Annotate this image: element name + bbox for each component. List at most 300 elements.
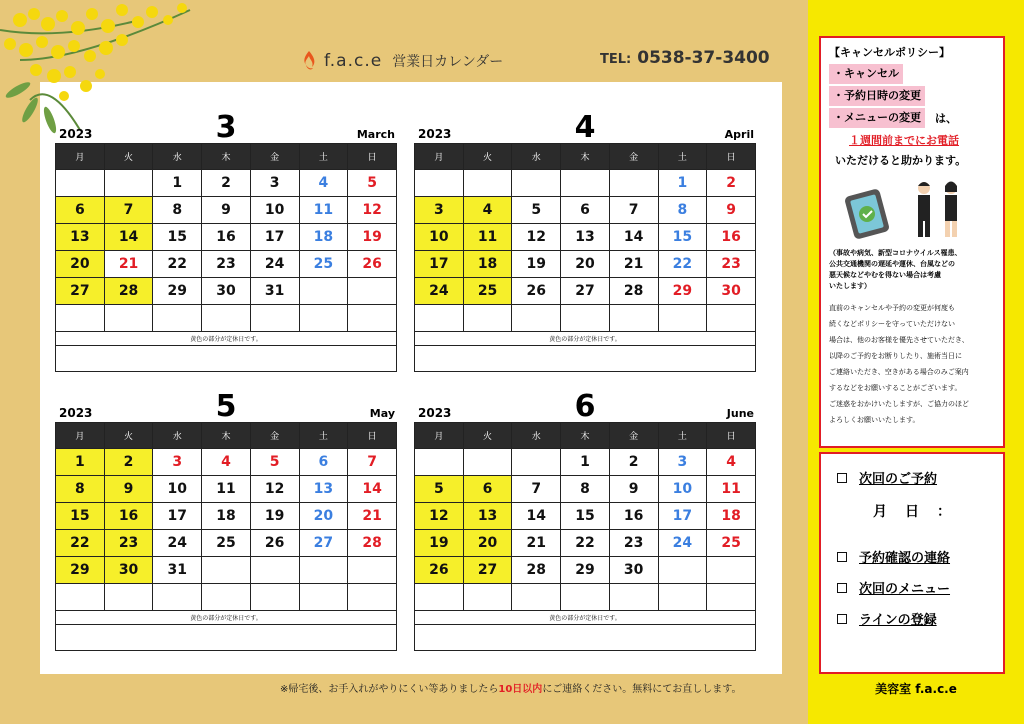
- footnote-highlight: 10日以内: [498, 684, 543, 695]
- weekday-header-row: [415, 144, 756, 170]
- policy-title: 【キャンセルポリシー】: [829, 46, 950, 59]
- closed-day-note: 黄色の部分が定休日です。: [415, 611, 756, 625]
- day-cell: [415, 584, 464, 611]
- day-cell: 29: [658, 278, 707, 305]
- day-cell: [512, 170, 561, 197]
- day-cell: 28: [609, 278, 658, 305]
- day-cell: 22: [658, 251, 707, 278]
- memo-row: [415, 625, 756, 651]
- week-row: [415, 278, 756, 305]
- day-cell: 13: [299, 476, 348, 503]
- day-cell: 15: [658, 224, 707, 251]
- day-cell: 13: [561, 224, 610, 251]
- day-cell: 19: [250, 503, 299, 530]
- month-name: June: [726, 407, 754, 420]
- month-header: [55, 110, 397, 145]
- day-cell: 9: [202, 197, 251, 224]
- day-cell: 26: [250, 530, 299, 557]
- next-reservation-row: [837, 468, 987, 487]
- day-cell-closed: 27: [56, 278, 105, 305]
- line-register-label: ラインの登録: [859, 613, 937, 628]
- next-menu-checkbox[interactable]: [837, 583, 847, 593]
- weekday-header: 木: [202, 423, 251, 449]
- policy-deadline: １週間前までにお電話: [849, 134, 959, 147]
- day-cell: [415, 305, 464, 332]
- policy-body-line: 場合は、他のお客様を優先させていただき、: [829, 336, 969, 344]
- weekday-header: 火: [104, 144, 153, 170]
- day-cell: 22: [561, 530, 610, 557]
- day-cell: 24: [153, 530, 202, 557]
- day-cell: 29: [561, 557, 610, 584]
- brand-name: f.a.c.e: [324, 51, 383, 71]
- day-cell: 7: [348, 449, 397, 476]
- day-cell: 2: [609, 449, 658, 476]
- day-cell: 3: [153, 449, 202, 476]
- weekday-header: 日: [707, 423, 756, 449]
- week-row: [56, 170, 397, 197]
- day-cell: [512, 305, 561, 332]
- day-cell: 9: [707, 197, 756, 224]
- month-year: 2023: [418, 406, 452, 420]
- calendar-grid: [55, 143, 397, 372]
- day-cell: 12: [512, 224, 561, 251]
- day-cell: 11: [707, 476, 756, 503]
- day-cell: 3: [250, 170, 299, 197]
- exception-line: いたします）: [829, 282, 871, 290]
- weekday-header: 火: [463, 423, 512, 449]
- day-cell-closed: 27: [463, 557, 512, 584]
- day-cell: 1: [561, 449, 610, 476]
- day-cell: 19: [512, 251, 561, 278]
- week-row: [56, 557, 397, 584]
- month-year: 2023: [59, 406, 93, 420]
- day-cell: 27: [299, 530, 348, 557]
- day-cell: 16: [609, 503, 658, 530]
- memo-row: [415, 346, 756, 372]
- day-cell-closed: 19: [415, 530, 464, 557]
- week-row: [56, 251, 397, 278]
- month-year: 2023: [59, 127, 93, 141]
- day-cell: [202, 557, 251, 584]
- weekday-header: 土: [658, 423, 707, 449]
- confirm-contact-row: [837, 547, 987, 566]
- day-cell: 21: [512, 530, 561, 557]
- day-cell: 25: [299, 251, 348, 278]
- policy-particle: は、: [935, 112, 957, 125]
- day-cell: 14: [512, 503, 561, 530]
- day-cell: 2: [707, 170, 756, 197]
- cancel-policy-panel: [819, 36, 1005, 448]
- day-cell: [153, 584, 202, 611]
- aftercare-footnote: [280, 680, 742, 695]
- phone-number: [600, 48, 770, 68]
- month-year: 2023: [418, 127, 452, 141]
- phone-value: 0538-37-3400: [637, 48, 770, 68]
- memo-row: [56, 346, 397, 372]
- day-cell: [299, 584, 348, 611]
- week-row: [56, 305, 397, 332]
- day-cell: 10: [658, 476, 707, 503]
- week-row: [415, 557, 756, 584]
- day-cell: 18: [707, 503, 756, 530]
- day-cell: 12: [250, 476, 299, 503]
- week-row: [56, 584, 397, 611]
- weekday-header: 金: [609, 423, 658, 449]
- day-cell: [463, 305, 512, 332]
- policy-body: [829, 300, 995, 428]
- day-cell: [463, 449, 512, 476]
- day-cell: 8: [658, 197, 707, 224]
- day-cell: 14: [348, 476, 397, 503]
- day-cell-closed: 7: [104, 197, 153, 224]
- day-cell: [658, 557, 707, 584]
- weekday-header: 土: [299, 144, 348, 170]
- day-cell: 29: [153, 278, 202, 305]
- day-cell: 30: [707, 278, 756, 305]
- week-row: [56, 530, 397, 557]
- calendar-grid: [55, 422, 397, 651]
- line-register-row: [837, 609, 987, 628]
- day-cell: [153, 305, 202, 332]
- policy-body-line: ご連絡いただき、空きがある場合のみご案内: [829, 368, 969, 376]
- memo-row: [56, 625, 397, 651]
- week-row: [56, 476, 397, 503]
- day-cell: 10: [250, 197, 299, 224]
- day-cell: 6: [561, 197, 610, 224]
- day-cell: [512, 584, 561, 611]
- reservation-date-field: 月 日 ：: [873, 504, 953, 520]
- day-cell: 27: [561, 278, 610, 305]
- month-calendar-june: [414, 389, 756, 651]
- next-menu-label: 次回のメニュー: [859, 582, 951, 597]
- weekday-header: 日: [348, 144, 397, 170]
- weekday-header: 金: [609, 144, 658, 170]
- month-header: [55, 389, 397, 424]
- weekday-header: 月: [56, 423, 105, 449]
- week-row: [415, 170, 756, 197]
- day-cell: 21: [104, 251, 153, 278]
- day-cell: 4: [299, 170, 348, 197]
- day-cell: 19: [348, 224, 397, 251]
- day-cell: [299, 557, 348, 584]
- day-cell: 20: [299, 503, 348, 530]
- day-cell: 18: [299, 224, 348, 251]
- day-cell: 26: [348, 251, 397, 278]
- day-cell-closed: 17: [415, 251, 464, 278]
- day-cell: [56, 584, 105, 611]
- day-cell-closed: 20: [56, 251, 105, 278]
- day-cell: [561, 170, 610, 197]
- day-cell: [609, 170, 658, 197]
- day-cell: 25: [202, 530, 251, 557]
- day-cell-closed: 23: [104, 530, 153, 557]
- day-cell-closed: 6: [56, 197, 105, 224]
- day-cell: [299, 278, 348, 305]
- month-calendar-may: [55, 389, 397, 651]
- day-cell-closed: 16: [104, 503, 153, 530]
- day-cell-closed: 12: [415, 503, 464, 530]
- flame-logo-icon: [300, 50, 318, 72]
- day-cell: [56, 305, 105, 332]
- weekday-header: 金: [250, 144, 299, 170]
- day-cell: 5: [512, 197, 561, 224]
- day-cell: [561, 305, 610, 332]
- calendar-header: [300, 46, 503, 76]
- day-cell: 6: [299, 449, 348, 476]
- phone-bowing-staff-icon: [829, 178, 999, 244]
- weekday-header: 木: [202, 144, 251, 170]
- month-name: April: [724, 128, 754, 141]
- exception-line: （事故や病気、新型コロナウイルス罹患、: [829, 249, 962, 257]
- month-calendar-april: [414, 110, 756, 372]
- weekday-header: 月: [56, 144, 105, 170]
- day-cell: 21: [348, 503, 397, 530]
- week-row: [415, 584, 756, 611]
- day-cell-closed: 15: [56, 503, 105, 530]
- weekday-header: 月: [415, 144, 464, 170]
- day-cell: [707, 557, 756, 584]
- day-cell-closed: 30: [104, 557, 153, 584]
- day-cell-closed: 28: [104, 278, 153, 305]
- exception-line: 悪天候などやむを得ない場合は考慮: [829, 271, 941, 279]
- day-cell: 31: [153, 557, 202, 584]
- weekday-header: 水: [512, 423, 561, 449]
- week-row: [415, 251, 756, 278]
- policy-request: いただけると助かります。: [835, 154, 967, 167]
- day-cell: 23: [707, 251, 756, 278]
- closed-day-note: 黄色の部分が定休日です。: [56, 611, 397, 625]
- week-row: [415, 197, 756, 224]
- day-cell: 20: [561, 251, 610, 278]
- week-row: [56, 503, 397, 530]
- day-cell: [250, 584, 299, 611]
- next-reservation-panel: [819, 452, 1005, 674]
- day-cell: [348, 305, 397, 332]
- day-cell: 8: [561, 476, 610, 503]
- day-cell: [415, 170, 464, 197]
- week-row: [56, 278, 397, 305]
- day-cell: 28: [512, 557, 561, 584]
- weekday-header: 月: [415, 423, 464, 449]
- policy-body-line: するなどをお願いすることがございます。: [829, 384, 962, 392]
- confirm-contact-label: 予約確認の連絡: [859, 551, 951, 566]
- policy-body-line: よろしくお願いいたします。: [829, 416, 920, 424]
- day-cell-closed: 10: [415, 224, 464, 251]
- exception-line: 公共交通機関の遅延や運休、台風などの: [829, 260, 955, 268]
- day-cell: 23: [202, 251, 251, 278]
- weekday-header: 日: [707, 144, 756, 170]
- weekday-header: 火: [463, 144, 512, 170]
- policy-body-line: 直前のキャンセルや予約の変更が何度も: [829, 304, 955, 312]
- month-header: [414, 389, 756, 424]
- month-number: 5: [215, 389, 237, 424]
- month-header: [414, 110, 756, 145]
- day-cell: [463, 584, 512, 611]
- day-cell: 21: [609, 251, 658, 278]
- weekday-header: 土: [299, 423, 348, 449]
- day-cell: 30: [609, 557, 658, 584]
- day-cell: 30: [202, 278, 251, 305]
- day-cell: [250, 557, 299, 584]
- day-cell-closed: 20: [463, 530, 512, 557]
- day-cell: [512, 449, 561, 476]
- weekday-header: 水: [153, 423, 202, 449]
- next-reservation-checkbox[interactable]: [837, 473, 847, 483]
- day-cell: 18: [202, 503, 251, 530]
- calendar-grid: [414, 143, 756, 372]
- day-cell: [348, 584, 397, 611]
- day-cell: 15: [153, 224, 202, 251]
- month-name: March: [356, 128, 395, 141]
- week-row: [56, 197, 397, 224]
- closed-day-note: 黄色の部分が定休日です。: [56, 332, 397, 346]
- weekday-header: 木: [561, 423, 610, 449]
- day-cell: 25: [707, 530, 756, 557]
- day-cell: [250, 305, 299, 332]
- line-register-checkbox[interactable]: [837, 614, 847, 624]
- day-cell: 4: [707, 449, 756, 476]
- policy-body-line: ご迷惑をおかけいたしますが、ご協力のほど: [829, 400, 969, 408]
- day-cell: [707, 305, 756, 332]
- day-cell-closed: 29: [56, 557, 105, 584]
- phone-label: TEL:: [600, 52, 632, 67]
- week-row: [415, 530, 756, 557]
- day-cell: [463, 170, 512, 197]
- day-cell: 24: [658, 530, 707, 557]
- day-cell: [609, 584, 658, 611]
- day-cell: 16: [202, 224, 251, 251]
- day-cell: [348, 557, 397, 584]
- month-number: 4: [574, 110, 596, 145]
- day-cell: 11: [299, 197, 348, 224]
- week-row: [415, 224, 756, 251]
- day-cell: [415, 449, 464, 476]
- week-row: [56, 224, 397, 251]
- day-cell: 17: [153, 503, 202, 530]
- footnote-text-2: にご連絡ください。無料にてお直しします。: [542, 684, 742, 695]
- day-cell: 10: [153, 476, 202, 503]
- day-cell: 5: [348, 170, 397, 197]
- weekday-header: 土: [658, 144, 707, 170]
- week-row: [415, 476, 756, 503]
- day-cell: [348, 278, 397, 305]
- day-cell: [202, 305, 251, 332]
- week-row: [415, 503, 756, 530]
- day-cell: 7: [609, 197, 658, 224]
- day-cell: [202, 584, 251, 611]
- week-row: [56, 449, 397, 476]
- day-cell: 5: [250, 449, 299, 476]
- day-cell: 1: [658, 170, 707, 197]
- day-cell: 11: [202, 476, 251, 503]
- day-cell-closed: 25: [463, 278, 512, 305]
- footnote-text-1: ※帰宅後、お手入れがやりにくい等ありましたら: [280, 684, 499, 695]
- day-cell: 7: [512, 476, 561, 503]
- day-cell: 24: [250, 251, 299, 278]
- day-cell-closed: 24: [415, 278, 464, 305]
- confirm-contact-checkbox[interactable]: [837, 552, 847, 562]
- day-cell-closed: 2: [104, 449, 153, 476]
- month-calendar-march: [55, 110, 397, 372]
- weekday-header: 水: [512, 144, 561, 170]
- day-cell-closed: 9: [104, 476, 153, 503]
- weekday-header-row: [56, 423, 397, 449]
- day-cell: 8: [153, 197, 202, 224]
- day-cell: [104, 305, 153, 332]
- day-cell-closed: 11: [463, 224, 512, 251]
- weekday-header: 火: [104, 423, 153, 449]
- calendar-grid: [414, 422, 756, 651]
- day-cell: [56, 170, 105, 197]
- day-cell-closed: 3: [415, 197, 464, 224]
- day-cell: 23: [609, 530, 658, 557]
- week-row: [415, 305, 756, 332]
- day-cell: 3: [658, 449, 707, 476]
- day-cell-closed: 13: [56, 224, 105, 251]
- policy-item-date-change: ・予約日時の変更: [829, 86, 925, 106]
- policy-item-menu-change: ・メニューの変更: [829, 108, 925, 128]
- weekday-header-row: [56, 144, 397, 170]
- day-cell-closed: 5: [415, 476, 464, 503]
- salon-name: 美容室 f.a.c.e: [875, 682, 957, 696]
- week-row: [415, 449, 756, 476]
- weekday-header-row: [415, 423, 756, 449]
- month-number: 6: [574, 389, 596, 424]
- day-cell: [658, 305, 707, 332]
- day-cell: 4: [202, 449, 251, 476]
- day-cell: [561, 584, 610, 611]
- day-cell-closed: 8: [56, 476, 105, 503]
- calendar-title: 営業日カレンダー: [392, 54, 504, 70]
- day-cell-closed: 26: [415, 557, 464, 584]
- day-cell: 16: [707, 224, 756, 251]
- day-cell: [104, 170, 153, 197]
- day-cell: [104, 584, 153, 611]
- day-cell: 9: [609, 476, 658, 503]
- day-cell: 31: [250, 278, 299, 305]
- day-cell-closed: 1: [56, 449, 105, 476]
- day-cell: 12: [348, 197, 397, 224]
- day-cell: [609, 305, 658, 332]
- day-cell: 17: [250, 224, 299, 251]
- policy-item-cancel: ・キャンセル: [829, 64, 903, 84]
- closed-day-note: 黄色の部分が定休日です。: [415, 332, 756, 346]
- day-cell-closed: 18: [463, 251, 512, 278]
- day-cell: 28: [348, 530, 397, 557]
- day-cell: [658, 584, 707, 611]
- month-name: May: [369, 407, 395, 420]
- day-cell-closed: 22: [56, 530, 105, 557]
- day-cell-closed: 13: [463, 503, 512, 530]
- day-cell: 15: [561, 503, 610, 530]
- day-cell: 22: [153, 251, 202, 278]
- day-cell-closed: 14: [104, 224, 153, 251]
- month-number: 3: [215, 110, 237, 145]
- day-cell: 17: [658, 503, 707, 530]
- day-cell: [299, 305, 348, 332]
- day-cell: 1: [153, 170, 202, 197]
- day-cell: [707, 584, 756, 611]
- day-cell: 2: [202, 170, 251, 197]
- day-cell-closed: 4: [463, 197, 512, 224]
- day-cell: 14: [609, 224, 658, 251]
- day-cell: 26: [512, 278, 561, 305]
- policy-exception-note: [829, 248, 995, 292]
- weekday-header: 金: [250, 423, 299, 449]
- weekday-header: 日: [348, 423, 397, 449]
- weekday-header: 木: [561, 144, 610, 170]
- day-cell-closed: 6: [463, 476, 512, 503]
